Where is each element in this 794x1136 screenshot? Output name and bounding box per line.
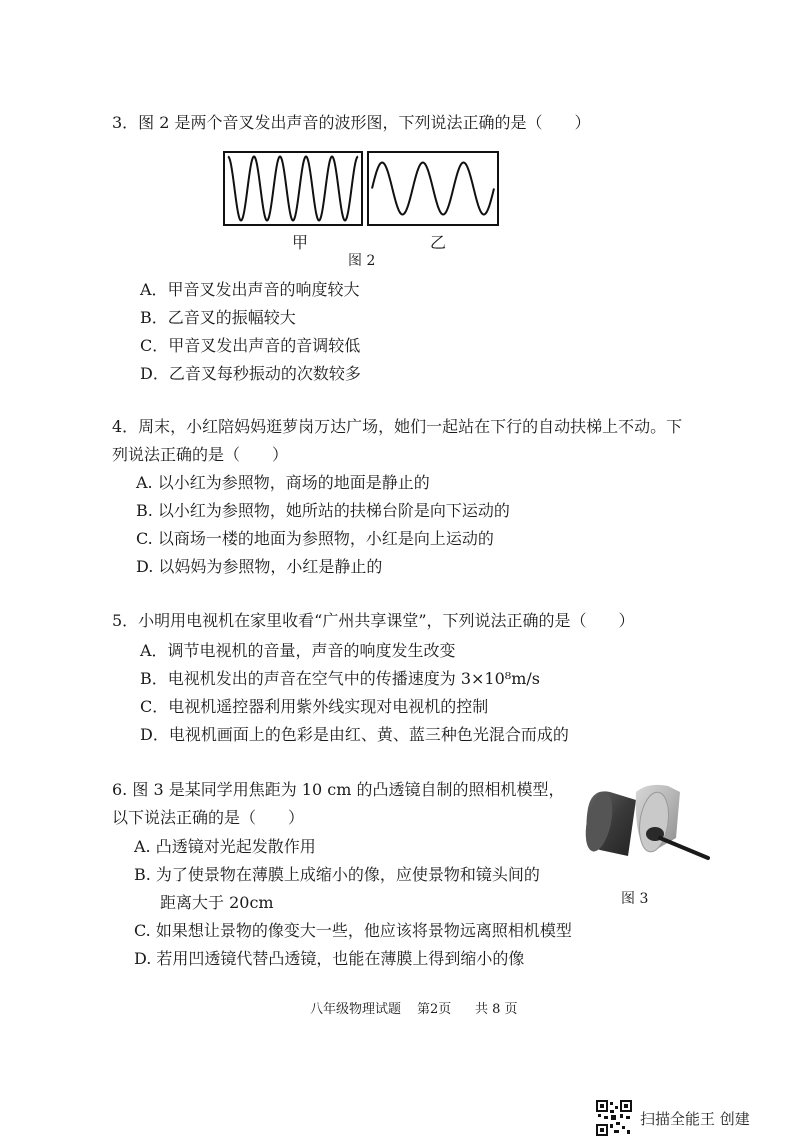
figure3-caption: 图 3 bbox=[621, 891, 649, 907]
q4-option-c: C. 以商场一楼的地面为参照物，小红是向上运动的 bbox=[136, 529, 494, 548]
q6-option-b-cont: 距离大于 20cm bbox=[160, 893, 274, 912]
waveform-jia-frame bbox=[224, 152, 362, 225]
waveform-yi bbox=[372, 163, 494, 215]
q5-stem: 5．小明用电视机在家里收看“广州共享课堂”，下列说法正确的是（ ） bbox=[112, 611, 635, 630]
waveform-figure bbox=[222, 150, 502, 228]
q3-option-d: D．乙音叉每秒振动的次数较多 bbox=[140, 364, 361, 383]
q4-option-b: B. 以小红为参照物，她所站的扶梯台阶是向下运动的 bbox=[136, 501, 510, 520]
q5-option-c: C．电视机遥控器利用紫外线实现对电视机的控制 bbox=[140, 697, 489, 716]
footer-subject: 八年级物理试题 bbox=[310, 1002, 402, 1017]
label-yi: 乙 bbox=[430, 233, 447, 252]
rod bbox=[660, 838, 708, 858]
q4-option-d: D. 以妈妈为参照物，小红是静止的 bbox=[136, 557, 383, 576]
footer-total: 共 8 页 bbox=[475, 1002, 518, 1017]
q6-stem-line2: 以下说法正确的是（ ） bbox=[112, 808, 305, 827]
q4-option-a: A. 以小红为参照物，商场的地面是静止的 bbox=[136, 473, 430, 492]
q3-option-a: A．甲音叉发出声音的响度较大 bbox=[140, 280, 360, 299]
q6-option-a: A. 凸透镜对光起发散作用 bbox=[134, 837, 316, 856]
q5-option-a: A．调节电视机的音量，声音的响度发生改变 bbox=[140, 641, 456, 660]
q3-stem: 3．图 2 是两个音叉发出声音的波形图，下列说法正确的是（ ） bbox=[112, 113, 591, 132]
q3-option-c: C．甲音叉发出声音的音调较低 bbox=[140, 336, 361, 355]
camera-model-figure bbox=[578, 778, 713, 870]
q3-option-b: B．乙音叉的振幅较大 bbox=[140, 308, 296, 327]
scanner-watermark: 扫描全能王 创建 bbox=[640, 1110, 750, 1128]
q4-stem-line1: 4．周末，小红陪妈妈逛萝岗万达广场，她们一起站在下行的自动扶梯上不动。下 bbox=[112, 417, 683, 436]
qr-code-icon bbox=[596, 1100, 632, 1136]
label-jia: 甲 bbox=[292, 233, 309, 252]
footer-page: 第2页 bbox=[417, 1002, 452, 1017]
q6-option-c: C. 如果想让景物的像变大一些，他应该将景物远离照相机模型 bbox=[134, 921, 572, 940]
q6-stem-line1: 6. 图 3 是某同学用焦距为 10 cm 的凸透镜自制的照相机模型， bbox=[112, 780, 565, 799]
figure2-caption: 图 2 bbox=[348, 253, 376, 269]
q5-option-b: B．电视机发出的声音在空气中的传播速度为 3×10⁸m/s bbox=[140, 669, 540, 688]
q6-option-b: B. 为了使景物在薄膜上成缩小的像，应使景物和镜头间的 bbox=[134, 865, 540, 884]
q6-option-d: D. 若用凹透镜代替凸透镜，也能在薄膜上得到缩小的像 bbox=[134, 949, 525, 968]
q4-stem-line2: 列说法正确的是（ ） bbox=[112, 445, 289, 464]
q5-option-d: D．电视机画面上的色彩是由红、黄、蓝三种色光混合而成的 bbox=[140, 725, 569, 744]
waveform-jia bbox=[228, 157, 358, 221]
